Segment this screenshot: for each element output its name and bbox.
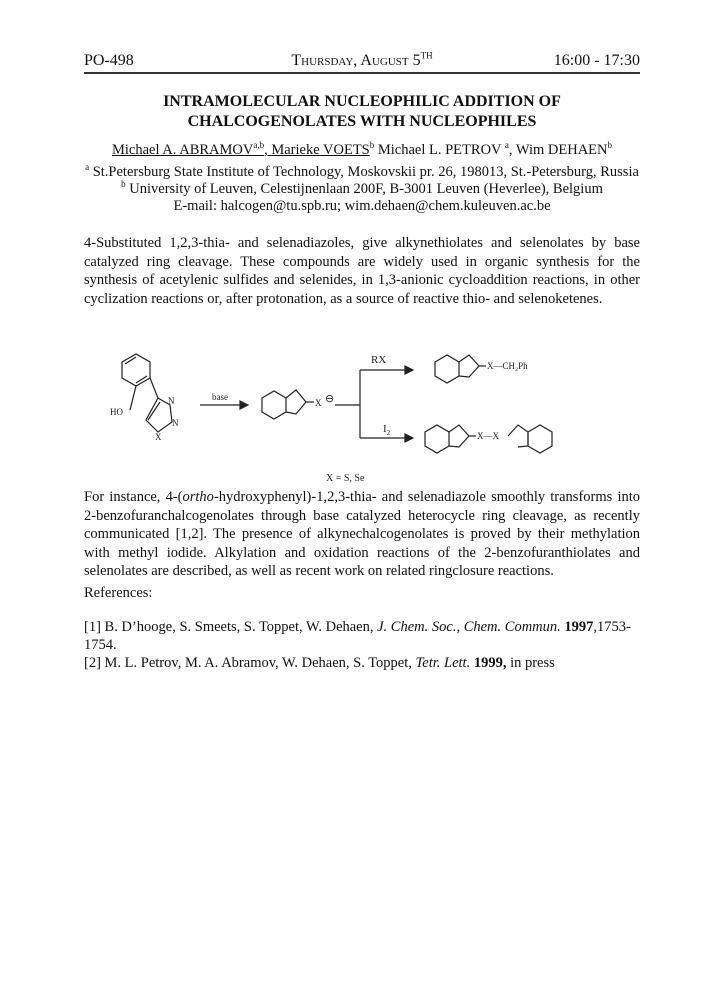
- author-name: , Wim DEHAEN: [508, 142, 608, 158]
- ref-pages: in press: [506, 655, 555, 671]
- ref-authors: [1] B. D’hooge, S. Smeets, S. Toppet, W. Dehaen,: [84, 619, 378, 635]
- scheme-caption: X = S, Se: [326, 473, 365, 484]
- session-day-text: Thursday, August 5: [291, 52, 421, 69]
- i2-text: I: [383, 423, 387, 435]
- author-sup: a: [504, 140, 509, 151]
- session-day-sup: TH: [420, 50, 433, 61]
- title-line-2: CHALCOGENOLATES WITH NUCLEOPHILES: [187, 113, 537, 130]
- session-time: 16:00 - 17:30: [553, 52, 640, 69]
- aff-text: St.Petersburg State Institute of Technology, Moskovskii pr. 26, 198013, St.-Petersburg, Russia: [89, 164, 639, 180]
- reagent-base: base: [212, 392, 228, 402]
- author-name: Michael A. ABRAMOV: [111, 142, 254, 158]
- aff-text: University of Leuven, Celestijnenlaan 200F, B-3001 Leuven (Heverlee), Belgium: [125, 181, 603, 197]
- author-name: , Marieke VOETS: [264, 142, 370, 158]
- phenol-ring: [122, 354, 150, 386]
- author-list: [84, 142, 640, 159]
- body-paragraph: [84, 488, 640, 581]
- ref-year: 1999,: [470, 655, 507, 671]
- aff-sup: b: [121, 179, 126, 190]
- body-text: -hydroxyphenyl)-1,2,3-thia- and selenadiazole smoothly transforms into 2-benzofuranchalcogenolates through base catalyzed heterocycle ring cleavage, as recently communicated [1,2]. The presence of alkynechalcogenolates is proved by their methylation with methyl iodide. Alkylation and oxidation reactions of the 2-benzofuranthiolates and selenolates are described, as well as recent work on related ringclosure reactions.: [84, 489, 640, 579]
- author-sup: a,b: [253, 140, 265, 151]
- affiliation: [84, 181, 640, 198]
- ref-journal: Tetr. Lett.: [415, 655, 471, 671]
- email: E-mail: halcogen@tu.spb.ru; wim.dehaen@chem.kuleuven.ac.be: [173, 198, 551, 214]
- reagent-i2: [383, 423, 391, 437]
- benzofuran-ring: [262, 391, 286, 419]
- x-label: X: [155, 432, 162, 442]
- references-heading: References:: [84, 585, 153, 601]
- body-italic: ortho: [182, 489, 214, 505]
- n2-label: N: [172, 418, 179, 428]
- body-text: For instance, 4-(: [84, 489, 183, 505]
- page-header: [84, 50, 640, 74]
- poster-code: PO-498: [84, 52, 134, 69]
- title-line-1: INTRAMOLECULAR NUCLEOPHILIC ADDITION OF: [163, 93, 561, 110]
- ref-pages: ,1753-1754.: [84, 619, 631, 653]
- reference-item: [84, 654, 640, 672]
- product1-substituent: X—CH₂Ph: [487, 361, 528, 371]
- product2-link: X—X: [477, 431, 499, 441]
- aff-sup: a: [85, 162, 90, 173]
- reagent-rx: RX: [371, 354, 387, 366]
- affiliation: [84, 164, 640, 181]
- ho-label: HO: [110, 407, 123, 417]
- anion-x: X: [315, 398, 322, 408]
- author-sup: b: [369, 140, 375, 151]
- ref-journal: J. Chem. Soc., Chem. Commun.: [377, 619, 561, 635]
- reaction-scheme: [100, 340, 600, 490]
- author: [112, 142, 370, 158]
- ref-authors: [2] M. L. Petrov, M. A. Abramov, W. Dehaen, S. Toppet,: [84, 655, 416, 671]
- i2-sub: 2: [386, 429, 391, 437]
- author-name: Michael L. PETROV: [374, 142, 505, 158]
- author-sup: b: [607, 140, 613, 151]
- reference-item: [84, 618, 640, 654]
- paper-title: [84, 92, 640, 132]
- abstract-paragraph: 4-Substituted 1,2,3-thia- and selenadiazoles, give alkynethiolates and selenolates by base catalyzed ring cleavage. These compounds are widely used in organic synthesis for the synthesis of acetylenic sulfides and selenides, in 1,3-anionic cycloaddition reactions, in other cyclization reactions or, after protonation, as a source of reactive thio- and selenoketenes.: [84, 235, 640, 307]
- ref-year: 1997: [560, 619, 594, 635]
- n1-label: N: [168, 396, 175, 406]
- affiliations: [84, 164, 640, 215]
- anion-charge: ⊖: [325, 393, 335, 405]
